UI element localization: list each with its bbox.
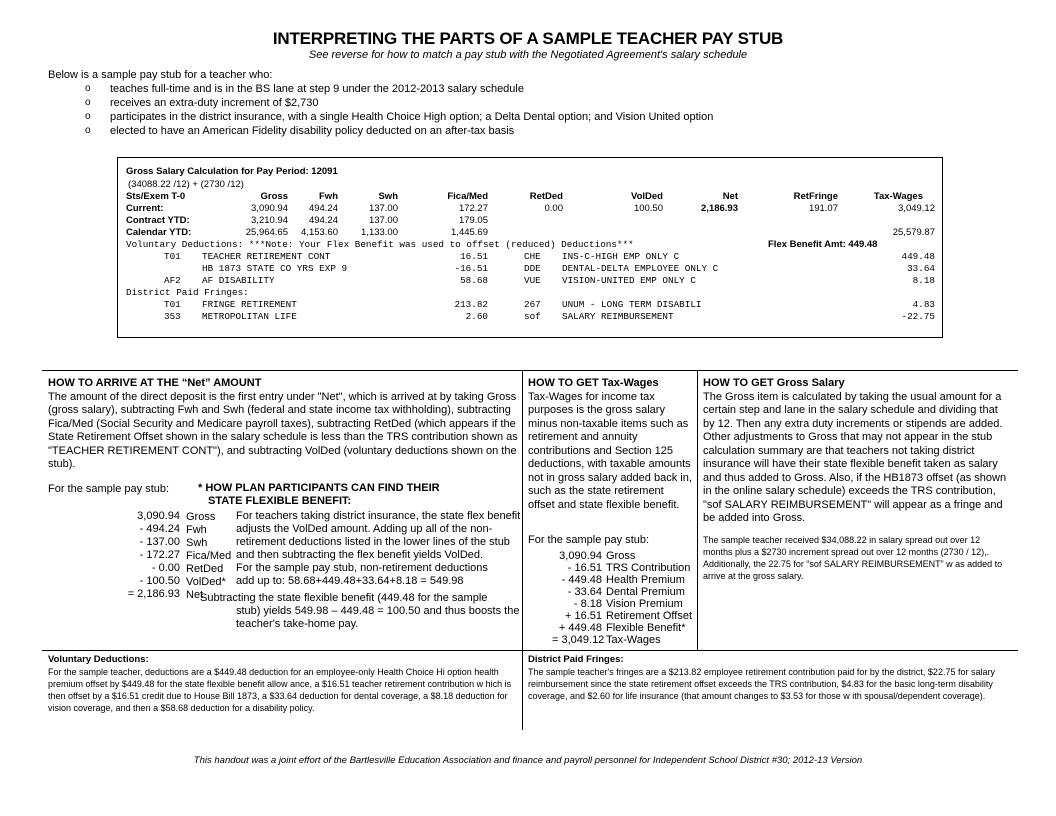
deduction-amount: -16.51 [454,263,488,274]
fringe-desc: METROPOLITAN LIFE [202,311,297,322]
calc-term: Dental Premium [606,586,685,598]
cell-fwh: 4,153.60 [301,227,338,238]
deduction-amount: 16.51 [460,251,488,262]
footer-note: This handout was a joint effort of the Bartlesville Education Association and finance and payroll personnel for Independent School District #30; 2012-13 Version [193,755,863,766]
flex-line: retirement deductions listed in the lower lines of the stub [236,536,510,548]
flex-heading: * HOW PLAN PARTICIPANTS CAN FIND THEIR [198,482,440,494]
divider [697,370,698,650]
gross-calc: (34088.22 /12) + (2730 /12) [128,179,244,190]
calc-value: - 137.00 [139,536,180,548]
calc-term: Net [186,589,204,601]
fringe-amount: -22.75 [901,311,935,322]
net-body: The amount of the direct deposit is the first entry under "Net", which is arrived at by taking Gross (gross salary), subtracting Fwh and Swh (federal and state income tax withholding), subtracting Fica/Med (Social Security and Medicare payroll taxes), subtracting RetDed (which appears if the State Retirement Offset shown in the salary schedule is less than the TRS contribution shown as "TEACHER RETIREMENT CONT"), and subtracting VolDed (voluntary deductions shown on the stub). [48,390,518,470]
pay-stub [117,157,943,338]
header-net: Net [722,191,738,202]
pay-period-label: Gross Salary Calculation for Pay Period: 12091 [126,166,338,177]
flex-benefit-amount: Flex Benefit Amt: 449.48 [768,239,878,250]
cell-fica: 179.05 [458,215,488,226]
calc-term: RetDed [186,563,224,575]
net-section [48,377,518,472]
header-fica: Fica/Med [447,191,488,202]
deduction-desc: INS-C-HIGH EMP ONLY C [562,251,680,262]
deduction-desc: TEACHER RETIREMENT CONT [202,251,331,262]
divider [42,650,1018,651]
calc-term: TRS Contribution [606,562,691,574]
page-subtitle: See reverse for how to match a pay stub with the Negotiated Agreement's salary schedule [308,49,748,61]
calc-value: - 100.50 [139,575,180,587]
calc-term: Vision Premium [606,598,683,610]
flex-heading: STATE FLEXIBLE BENEFIT: [208,495,352,507]
voluntary-section [48,654,516,714]
cell-fwh: 494.24 [308,215,338,226]
divider [522,370,523,730]
gross-heading: HOW TO GET Gross Salary [703,377,845,389]
calc-value: - 33.64 [567,586,602,598]
gross-section [703,377,1011,582]
deduction-code: T01 [164,251,181,262]
calc-value: - 8.18 [573,598,602,610]
calc-value: - 494.24 [139,523,180,535]
deduction-code: VUE [524,275,541,286]
calc-term: Gross [186,511,216,523]
fringe-amount: 2.60 [465,311,488,322]
gross-body: The Gross item is calculated by taking the usual amount for a certain step and lane in the salary schedule and dividing that by 12. Then any extra duty increments or stipends are added. Other adjustments to Gross that may not appear in the stub calculation summary are that teachers not taking district insurance will have their state flexible benefit taken as salary and thus added to Gross. Also, if the HB1873 offset (as shown in the online salary schedule) exceeds the TRS contribution, "sof SALARY REIMBURSEMENT" will appear as a fringe and be added into Gross. [703,390,1007,524]
header-taxwages: Tax-Wages [873,191,923,202]
voluntary-body: For the sample teacher, deductions are a $449.48 deduction for an employee-only Health Choice Hi option health premium offset by $449.48 for the state flexible benefit allow ance, a $16.51 teacher retirement contribution w hich is then offset by a $16.51 credit due to House Bill 1873, a $33.64 deduction for dental coverage, a $8.18 deduction for vision coverage, and then a $58.68 deduction for a disability policy. [48,667,512,713]
header-retfringe: RetFringe [793,191,838,202]
deduction-desc: DENTAL-DELTA EMPLOYEE ONLY C [562,263,719,274]
calc-value: - 449.48 [561,574,602,586]
cell-volded: 100.50 [633,203,663,214]
page-title: INTERPRETING THE PARTS OF A SAMPLE TEACHER PAY STUB [272,29,784,48]
taxwages-heading: HOW TO GET Tax-Wages [528,377,659,389]
deduction-amount: 8.18 [912,275,935,286]
fringe-amount: 4.83 [912,299,935,310]
cell-retfringe: 191.07 [808,203,838,214]
cell-swh: 137.00 [368,203,398,214]
calc-value: + 449.48 [558,622,602,634]
deduction-code: CHE [524,251,541,262]
cell-retded: 0.00 [544,203,563,214]
deduction-desc: VISION-UNITED EMP ONLY C [562,275,696,286]
net-sample-label: For the sample pay stub: [48,483,170,495]
taxwages-body: Tax-Wages for income tax purposes is the gross salary minus non-taxable items such as retirement and annuity contributions and Section 125 deductions, with taxable amounts not in gross salary added back in, such as the state retirement offset and state flexible benefit. [528,390,692,511]
intro-lead: Below is a sample pay stub for a teacher who: [48,69,273,81]
fringe-code: 267 [524,299,541,310]
row-contract-label: Contract YTD: [126,215,190,226]
deduction-amount: 449.48 [901,251,935,262]
flex-line: adjusts the VolDed amount. Adding up all of the non- [236,523,493,535]
taxwages-section [528,377,693,512]
header-volded: VolDed [630,191,663,202]
fringe-amount: 213.82 [454,299,488,310]
voluntary-note: Voluntary Deductions: ***Note: Your Flex Benefit was used to offset (reduced) Deductions*** [126,239,634,250]
flex-line: For teachers taking district insurance, the state flex benefit [236,510,521,522]
cell-swh: 137.00 [368,215,398,226]
flex-line: teacher's take-home pay. [236,618,359,630]
header-gross: Gross [260,191,288,202]
calc-term: Retirement Offset [606,610,692,622]
net-heading: HOW TO ARRIVE AT THE “Net” AMOUNT [48,377,262,389]
cell-swh: 1,133.00 [361,227,398,238]
cell-gross: 3,210.94 [251,215,288,226]
divider [42,370,1018,371]
cell-fica: 172.27 [458,203,488,214]
fringe-desc: FRINGE RETIREMENT [202,299,297,310]
taxwages-sample-label: For the sample pay stub: [528,534,650,546]
calc-term: Health Premium [606,574,685,586]
cell-taxwages: 3,049.12 [898,203,935,214]
cell-gross: 25,964.65 [245,227,288,238]
flex-line: and then subtracting the flex benefit yields VolDed. [236,549,484,561]
fringes-section [528,654,1013,702]
fringe-desc: UNUM - LONG TERM DISABILI [562,299,702,310]
calc-value: + 16.51 [564,610,602,622]
flex-line: add up to: 58.68+449.48+33.64+8.18 = 549.98 [236,575,464,587]
fringe-code: sof [524,311,541,322]
header-status: Sts/Exem T-0 [126,191,186,202]
deduction-code: AF2 [164,275,181,286]
calc-term: VolDed* [186,576,226,588]
calc-term: Fica/Med [186,550,232,562]
intro [48,68,713,138]
fringes-body: The sample teacher's fringes are a $213.82 employee retirement contribution paid for by the district, $22.75 for salary reimbursement since the state retirement offset exceeds the TRS contribution, $4.83 for the basic long-term disability coverage, and $2.60 for life insurance (that amount changes to $3.53 for those w ith spousal/dependent coverage). [528,667,995,701]
calc-term: Fwh [186,524,207,536]
cell-taxwages: 25,579.87 [892,227,935,238]
flex-line: stub) yields 549.98 – 449.48 = 100.50 and thus boosts the [236,605,520,617]
deduction-desc: HB 1873 STATE CO YRS EXP 9 [202,263,348,274]
list-item: o elected to have an American Fidelity disability policy deducted on an after-tax basis [85,125,515,137]
header-fwh: Fwh [319,191,338,202]
cell-gross: 3,090.94 [251,203,288,214]
flex-line: For the sample pay stub, non-retirement deductions [236,562,488,574]
calc-term: Flexible Benefit* [606,622,686,634]
list-item: o teaches full-time and is in the BS lane at step 9 under the 2012-2013 salary schedule [85,83,524,95]
intro-list [48,82,713,138]
gross-note: The sample teacher received $34,088.22 in salary spread out over 12 months plus a $2730 increment spread out over 12 months (2730 / 12),. Additionally, the 22.75 for “sof SALARY REIMBURSEMENT” w as added to arrive at the gross salary. [703,534,1003,581]
list-item: o participates in the district insurance, with a single Health Choice High option; a Delta Dental option; and Vision United option [85,111,714,123]
cell-fwh: 494.24 [308,203,338,214]
calc-term: Tax-Wages [606,634,661,646]
header-retded: RetDed [529,191,563,202]
calc-value: = 2,186.93 [127,588,180,600]
calc-value: 3,090.94 [137,510,180,522]
fringe-desc: SALARY REIMBURSEMENT [562,311,674,322]
flex-line: Subtracting the state flexible benefit (449.48 for the sample [200,592,488,604]
deduction-desc: AF DISABILITY [202,275,275,286]
calc-term: Swh [186,537,208,549]
cell-net: 2,186.93 [701,203,738,214]
row-calendar-label: Calendar YTD: [126,227,192,238]
voluntary-heading: Voluntary Deductions: [48,654,149,665]
cell-fica: 1,445.69 [451,227,488,238]
calc-value: 3,090.94 [559,550,602,562]
calc-value: - 0.00 [151,562,180,574]
calc-value: = 3,049.12 [552,634,605,646]
fringe-heading: District Paid Fringes: [126,287,249,298]
fringe-code: 353 [164,311,181,322]
calc-value: - 16.51 [567,562,602,574]
deduction-code: DDE [524,263,541,274]
deduction-amount: 33.64 [907,263,935,274]
list-item: o receives an extra-duty increment of $2,730 [85,97,319,109]
deduction-amount: 58.68 [460,275,488,286]
fringe-code: T01 [164,299,181,310]
fringes-heading: District Paid Fringes: [528,654,624,665]
header-swh: Swh [378,191,398,202]
row-current-label: Current: [126,203,164,214]
calc-value: - 172.27 [139,549,180,561]
calc-term: Gross [606,550,636,562]
